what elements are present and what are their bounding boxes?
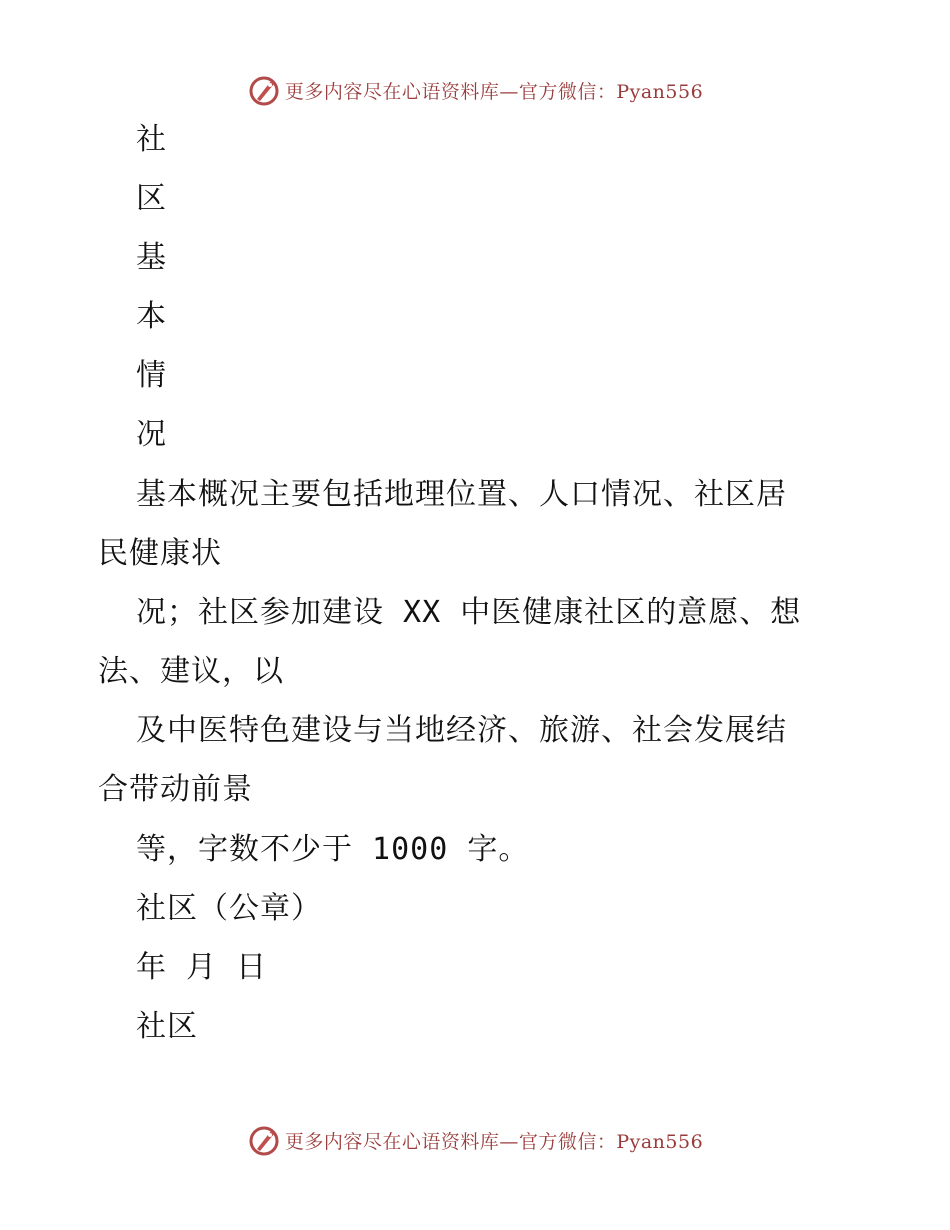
text-line: 年 月 日: [136, 950, 268, 985]
text-line: 社: [136, 122, 167, 157]
header-watermark: [0, 70, 950, 110]
watermark-text: 更多内容尽在心语资料库—官方微信：Pyan556: [284, 1130, 704, 1153]
text-line: 合带动前景: [98, 772, 253, 807]
text-line: 社区（公章）: [136, 891, 322, 926]
footer-watermark: [0, 1120, 950, 1160]
pen-logo-icon: [247, 1123, 281, 1157]
text-line: 等，字数不少于 1000 字。: [136, 832, 530, 867]
text-line: 法、建议，以: [98, 654, 284, 689]
text-line: 况: [136, 417, 167, 452]
watermark-text: 更多内容尽在心语资料库—官方微信：Pyan556: [284, 80, 704, 103]
text-line: 基: [136, 240, 167, 275]
text-line: 区: [136, 181, 167, 216]
text-line: 况；社区参加建设 XX 中医健康社区的意愿、想: [136, 595, 802, 630]
text-line: 本: [136, 299, 167, 334]
text-line: 及中医特色建设与当地经济、旅游、社会发展结: [136, 713, 787, 748]
pen-logo-icon: [247, 73, 281, 107]
text-line: 民健康状: [98, 536, 222, 571]
text-line: 情: [136, 358, 167, 393]
text-line: 基本概况主要包括地理位置、人口情况、社区居: [136, 477, 787, 512]
text-line: 社区: [136, 1009, 198, 1044]
